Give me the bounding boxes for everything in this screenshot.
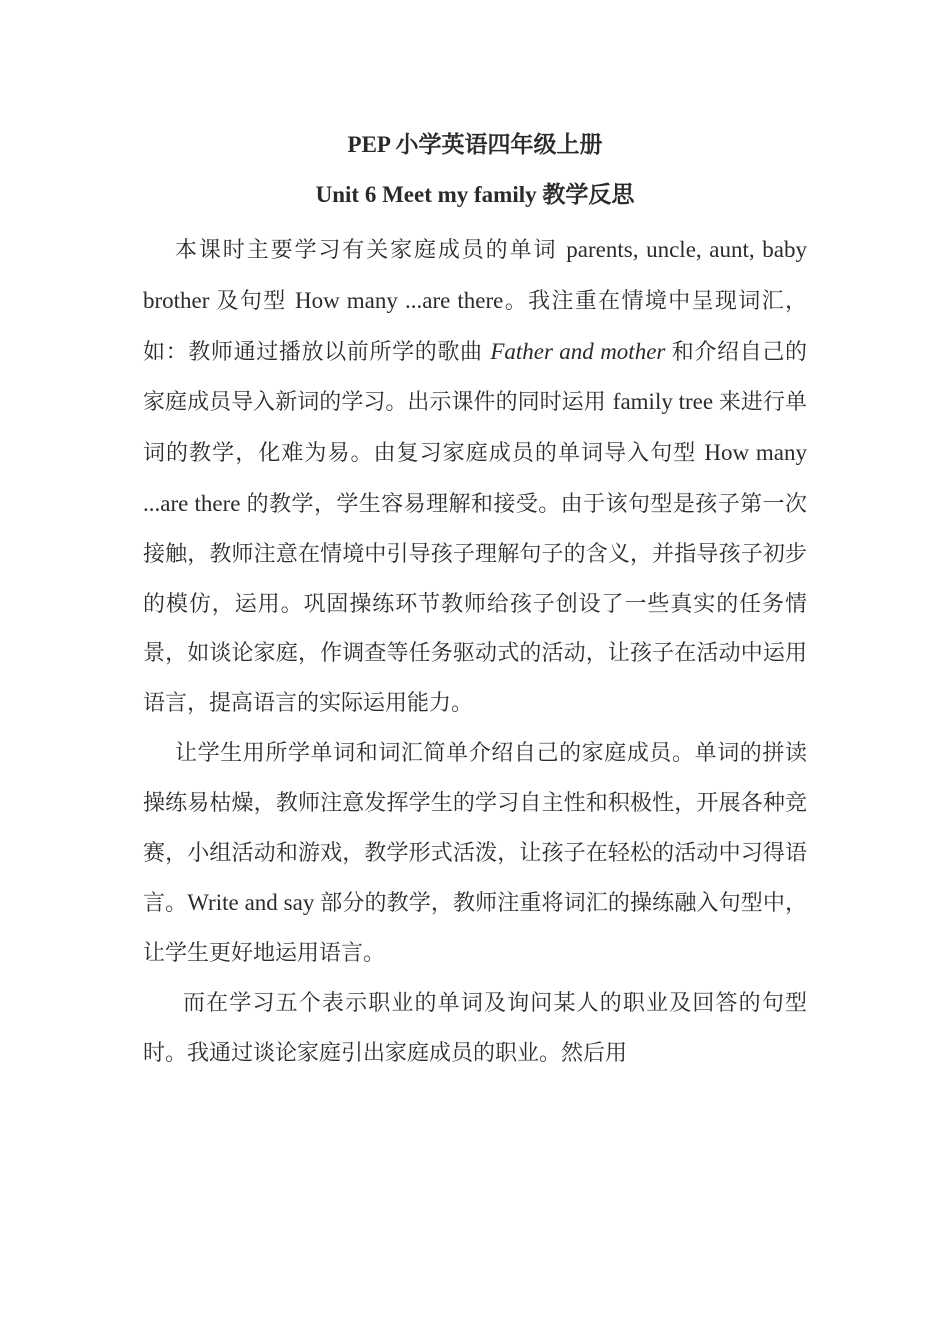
paragraph-2-segment: 部分的教学，教师注重将词汇的操练融入句型中，让学生更好地运用语言。 xyxy=(143,891,807,967)
document-subtitle xyxy=(0,176,950,209)
paragraph-1-segment: How many ...are there xyxy=(294,287,504,313)
paragraph-1-segment: 本课时主要学习有关家庭成员的单词 xyxy=(175,238,567,263)
song-title: Father and mother xyxy=(490,338,672,364)
paragraph-1-segment: parents, uncle, aunt, baby brother xyxy=(143,237,808,313)
paragraph-2 xyxy=(143,729,807,979)
paragraph-3 xyxy=(143,979,807,1079)
paragraph-1-segment: 和介绍自己的家庭成员导入新词的学习。出示课件的同时运用 xyxy=(143,339,807,416)
title-line2-en: Unit 6 Meet my family xyxy=(315,182,543,207)
paragraph-2-segment: Write and say xyxy=(187,890,321,916)
title-line1-zh: 小学英语四年级上册 xyxy=(395,132,603,158)
document-title xyxy=(0,126,950,159)
paragraph-1-segment: 及句型 xyxy=(216,288,295,314)
paragraph-1-segment: family tree xyxy=(612,389,719,415)
paragraph-1-segment: 。我注重在情境中呈现词汇，如：教师通过播放以前所学的歌曲 xyxy=(143,288,807,365)
title-line1-en: PEP xyxy=(347,132,396,157)
paragraph-1-segment: 的教学，学生容易理解和接受。由于该句型是孩子第一次接触，教师注意在情境中引导孩子理解句子的含义，并指导孩子初步的模仿，运用。巩固操练环节教师给孩子创设了一些真实的任务情景，如谈论家庭，作调查等任务驱动式的活动，让孩子在活动中运用语言，提高语言的实际运用能力。 xyxy=(143,491,807,717)
document-body xyxy=(143,225,807,1079)
paragraph-2-segment: 让学生用所学单词和词汇简单介绍自己的家庭成员。单词的拼读操练易枯燥，教师注意发挥学生的学习自主性和积极性，开展各种竞赛，小组活动和游戏，教学形式活泼，让孩子在轻松的活动中习得语言。 xyxy=(143,740,807,917)
title-line2-zh: 教学反思 xyxy=(542,182,635,208)
paragraph-3-segment: 而在学习五个表示职业的单词及询问某人的职业及回答的句型时。我通过谈论家庭引出家庭成员的职业。然后用 xyxy=(143,990,807,1066)
paragraph-1-segment: 来进行单词的教学，化难为易。由复习家庭成员的单词导入句型 xyxy=(143,390,807,467)
paragraph-1-segment: How many ...are there xyxy=(143,440,807,516)
paragraph-1 xyxy=(143,225,807,729)
